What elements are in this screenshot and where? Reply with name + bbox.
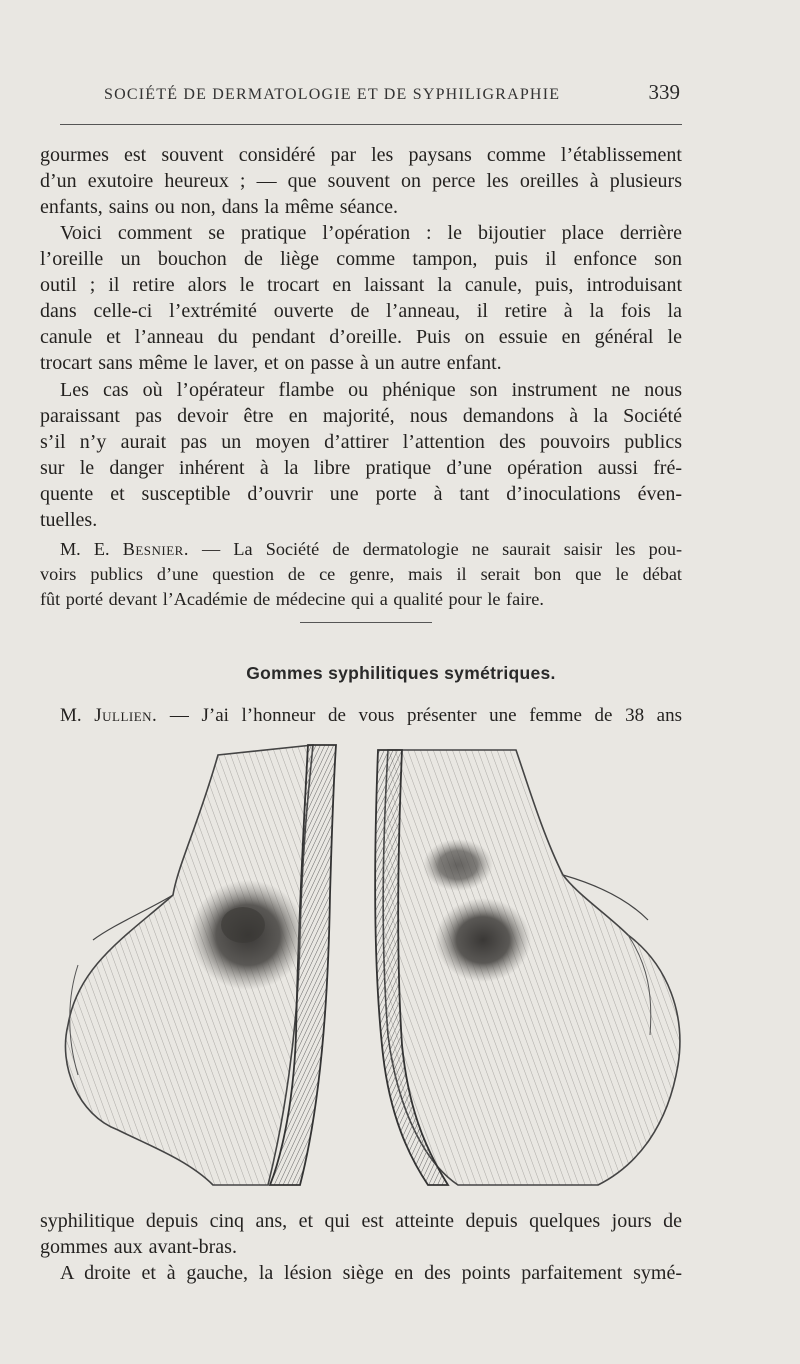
text-line: gommes aux avant-bras. bbox=[40, 1236, 237, 1259]
text-line: tuelles. bbox=[40, 509, 98, 532]
paragraph-continuation bbox=[40, 142, 682, 220]
text-line: Voici comment se pratique l’opération : le bijoutier place derrière bbox=[60, 222, 682, 244]
text-line: quente et susceptible d’ouvrir une porte à tant d’inoculations éven- bbox=[40, 483, 682, 506]
text-line bbox=[40, 537, 682, 562]
text-line bbox=[40, 703, 682, 729]
right-forearm bbox=[375, 750, 680, 1185]
running-head bbox=[46, 80, 682, 110]
paragraph-procedure bbox=[40, 220, 682, 377]
text-line: outil ; il retire alors le trocart en laissant la canule, puis, introduisant bbox=[40, 274, 682, 297]
running-title: SOCIÉTÉ DE DERMATOLOGIE ET DE SYPHILIGRAPHIE bbox=[104, 86, 561, 103]
forearms-illustration bbox=[38, 735, 710, 1195]
text-line: paraissant pas devoir être en majorité, nous demandons à la Société bbox=[40, 405, 682, 428]
text-line: s’il n’y aurait pas un moyen d’attirer l’attention des pouvoirs publics bbox=[40, 431, 682, 454]
text-line: trocart sans même le laver, et on passe à un autre enfant. bbox=[40, 352, 502, 375]
text-line: sur le danger inhérent à la libre pratique d’une opération aussi fré- bbox=[40, 457, 682, 480]
speaker-prefix: M. E. bbox=[60, 539, 123, 559]
text-line: gourmes est souvent considéré par les paysans comme l’établissement bbox=[40, 144, 682, 166]
besnier-remark bbox=[40, 537, 682, 612]
text-line: canule et l’anneau du pendant d’oreille. Puis on essuie en général le bbox=[40, 326, 682, 349]
text-line: dans celle-ci l’extrémité ouverte de l’anneau, il retire à la fois la bbox=[40, 300, 682, 323]
paragraph-symmetry bbox=[40, 1260, 682, 1286]
section-separator bbox=[300, 622, 432, 623]
paragraph-request bbox=[40, 377, 682, 534]
page-number: 339 bbox=[648, 80, 680, 104]
text-line: fût porté devant l’Académie de médecine qui a qualité pour le faire. bbox=[40, 589, 544, 609]
text-line: A droite et à gauche, la lésion siège en des points parfaitement symé- bbox=[60, 1262, 682, 1284]
forearms-engraving-figure bbox=[38, 735, 710, 1195]
speaker-prefix: M. bbox=[60, 705, 95, 726]
speaker-name: Besnier. bbox=[122, 539, 189, 559]
jullien-intro bbox=[40, 703, 682, 729]
text-line: l’oreille un bouchon de liège comme tampon, puis il enfonce son bbox=[40, 248, 682, 271]
jullien-continuation bbox=[40, 1208, 682, 1260]
speaker-name: Jullien. bbox=[94, 705, 158, 726]
intro-text: — J’ai l’honneur de vous présenter une femme de 38 ans bbox=[157, 705, 682, 726]
header-rule bbox=[60, 124, 682, 125]
text-line: voirs publics d’une question de ce genre, mais il serait bon que le débat bbox=[40, 564, 682, 584]
remark-text: — La Société de dermatologie ne saurait saisir les pou- bbox=[188, 539, 682, 559]
section-heading: Gommes syphilitiques symétriques. bbox=[246, 663, 556, 683]
text-line: syphilitique depuis cinq ans, et qui est atteinte depuis quelques jours de bbox=[40, 1210, 682, 1232]
text-line: Les cas où l’opérateur flambe ou phénique son instrument ne nous bbox=[60, 379, 682, 401]
text-line: d’un exutoire heureux ; — que souvent on perce les oreilles à plusieurs bbox=[40, 170, 682, 193]
left-forearm bbox=[65, 745, 336, 1185]
text-line: enfants, sains ou non, dans la même séance. bbox=[40, 196, 399, 219]
